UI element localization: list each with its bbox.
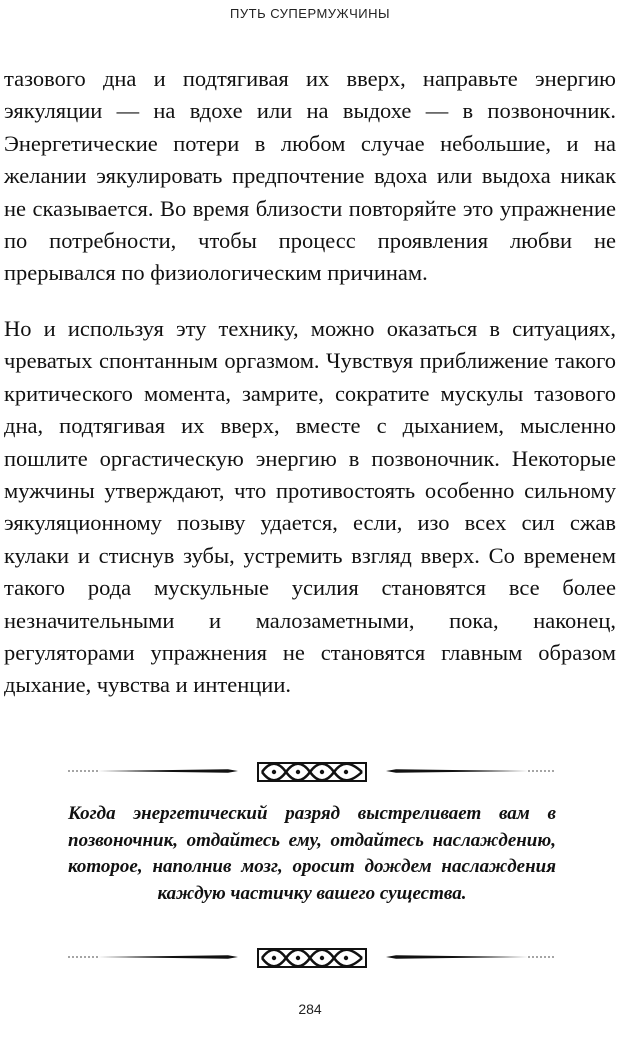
callout-quote: Когда энергетический разряд выстреливает вам в позвоночник, отдайтесь ему, отдайтесь наслаждению, которое, наполнив мозг, оросит дождем наслаждения каждую частичку вашего существа. — [68, 803, 556, 904]
divider-line-left — [68, 769, 238, 773]
ornament-divider-bottom — [68, 942, 556, 972]
divider-line-left — [68, 955, 238, 959]
divider-line-right — [386, 769, 556, 773]
ornament-divider-top — [68, 756, 556, 786]
body-paragraph-1: тазового дна и подтягивая их вверх, направьте энергию эякуляции — на вдохе или на выдохе — в позвоночник. Энергетические потери в любом случае небольшие, и на желании эякулировать предпочтение вдоха или выдоха никак не сказывается. Во время близости повторяйте это упражнение по потребности, чтобы процесс проявления любви не прерывался по физиологическим причинам. — [4, 66, 616, 286]
page-number: 284 — [298, 1001, 322, 1017]
celtic-knot-icon — [258, 949, 366, 967]
celtic-knot-icon — [258, 763, 366, 781]
body-paragraph-2: Но и используя эту технику, можно оказаться в ситуациях, чреватых спонтанным оргазмом. Чувствуя приближение такого критического момента, замрите, сократите мускулы тазового дна, подтягивая их вверх, вместе с дыханием, мысленно пошлите оргастическую энергию в позвоночник. Некоторые мужчины утверждают, что противостоять особенно сильному эякуляционному позыву удается, если, изо всех сил сжав кулаки и стиснув зубы, устремить взгляд вверх. Со временем такого рода мускульные усилия становятся все более незначительными и малозаметными, пока, наконец, регуляторами упражнения не становятся главным образом дыхание, чувства и интенции. — [4, 316, 616, 698]
running-header: ПУТЬ СУПЕРМУЖЧИНЫ — [230, 6, 390, 21]
divider-line-right — [386, 955, 556, 959]
